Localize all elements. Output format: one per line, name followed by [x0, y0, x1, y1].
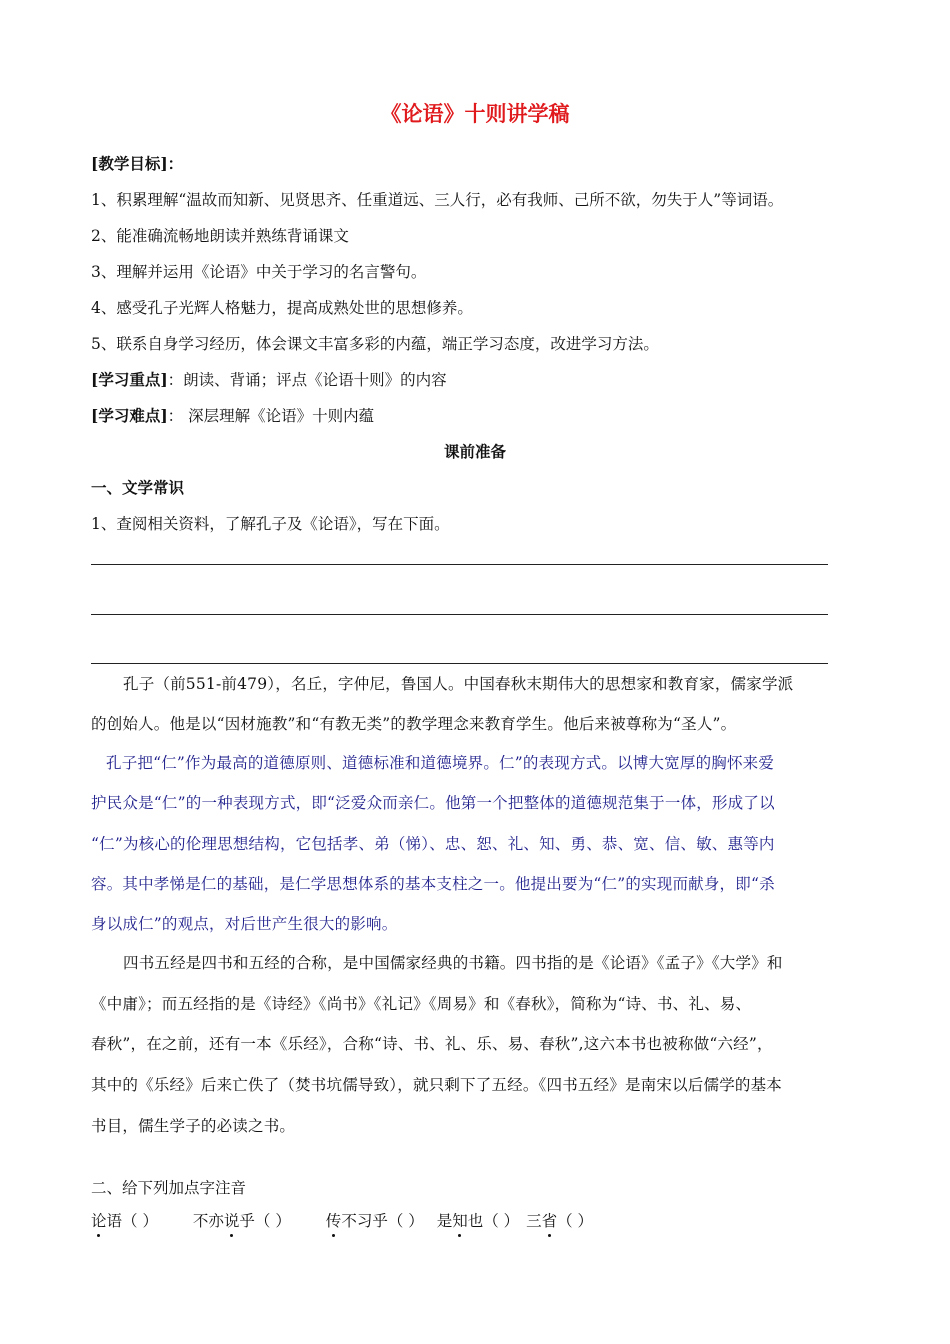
key-points-label: [学习重点]: [91, 370, 168, 389]
objectives-heading: [教学目标]：: [91, 154, 184, 173]
part1-question: 1、查阅相关资料，了解孔子及《论语》，写在下面。: [91, 515, 450, 533]
pinyin-prefix: 不亦: [192, 1212, 224, 1230]
answer-line: [91, 614, 828, 615]
key-points-text: ：朗读、背诵；评点《论语十则》的内容: [167, 371, 447, 389]
pinyin-prefix: 三: [526, 1212, 542, 1230]
dotted-char: 传: [326, 1209, 342, 1231]
paragraph-line: 《中庸》；而五经指的是《诗经》《尚书》《礼记》《周易》和《春秋》，简称为“诗、书、礼、易、: [91, 995, 752, 1013]
difficulties: [91, 404, 374, 426]
paragraph-line: “仁”为核心的伦理思想结构，它包括孝、弟（悌）、忠、恕、礼、知、勇、恭、宽、信、敏、惠等内: [91, 835, 775, 853]
paragraph-line: 身以成仁”的观点，对后世产生很大的影响。: [91, 915, 398, 933]
pinyin-item: [193, 1209, 291, 1231]
paragraph-line: 容。其中孝悌是仁的基础，是仁学思想体系的基本支柱之一。他提出要为“仁”的实现而献身，即“杀: [91, 875, 775, 893]
pinyin-suffix: （ ）: [557, 1212, 594, 1230]
pinyin-prefix: 是: [436, 1212, 453, 1230]
pinyin-item: [91, 1209, 158, 1231]
dotted-char: 说: [224, 1209, 240, 1231]
pinyin-item: [326, 1209, 424, 1231]
dotted-char: 省: [542, 1209, 558, 1231]
key-points: [91, 368, 447, 390]
pinyin-suffix: 也（ ）: [467, 1212, 520, 1230]
objective-item: 4、感受孔子光辉人格魅力，提高成熟处世的思想修养。: [91, 299, 473, 317]
paragraph-line: 孔子把“仁”作为最高的道德原则、道德标准和道德境界。仁”的表现方式。以博大宽厚的胸怀来爱: [106, 754, 775, 772]
objective-item: 2、能准确流畅地朗读并熟练背诵课文: [91, 227, 349, 245]
pinyin-suffix: 语（ ）: [106, 1212, 158, 1230]
objective-item: 3、理解并运用《论语》中关于学习的名言警句。: [91, 263, 427, 281]
dotted-char: 论: [91, 1209, 107, 1231]
paragraph-line: 春秋”，在之前，还有一本《乐经》，合称“诗、书、礼、乐、易、春秋”,这六本书也被称做“六经”，: [91, 1035, 773, 1053]
objective-item: 5、联系自身学习经历，体会课文丰富多彩的内蕴，端正学习态度，改进学习方法。: [91, 335, 659, 353]
document-title: 《论语》十则讲学稿: [380, 101, 570, 126]
paragraph-line: 护民众是“仁”的一种表现方式，即“泛爱众而亲仁。他第一个把整体的道德规范集于一体，形成了以: [91, 794, 775, 812]
dotted-char: 知: [452, 1209, 468, 1231]
difficulties-text: ： 深层理解《论语》十则内蕴: [167, 407, 375, 425]
paragraph-line: 其中的《乐经》后来亡佚了（焚书坑儒导致），就只剩下了五经。《四书五经》是南宋以后儒学的基本: [91, 1076, 783, 1094]
section-title: 课前准备: [443, 442, 506, 461]
answer-line: [91, 663, 828, 664]
paragraph-line: 书目，儒生学子的必读之书。: [91, 1117, 296, 1135]
part1-heading: 一、文学常识: [91, 478, 185, 497]
answer-line: [91, 564, 828, 565]
objective-item: 1、积累理解“温故而知新、见贤思齐、任重道远、三人行，必有我师、己所不欲，勿失于人”等词语。: [91, 191, 784, 209]
paragraph-line: 孔子（前551-前479），名丘，字仲尼，鲁国人。中国春秋末期伟大的思想家和教育家，儒家学派: [123, 675, 794, 693]
paragraph-line: 的创始人。他是以“因材施教”和“有教无类”的教学理念来教育学生。他后来被尊称为“圣人”。: [91, 715, 737, 733]
pinyin-suffix: 不习乎（ ）: [341, 1212, 424, 1230]
paragraph-line: 四书五经是四书和五经的合称，是中国儒家经典的书籍。四书指的是《论语》《孟子》《大学》和: [123, 954, 783, 972]
pinyin-item: [437, 1209, 519, 1231]
pinyin-suffix: 乎（ ）: [239, 1212, 291, 1230]
difficulties-label: [学习难点]: [91, 406, 168, 425]
pinyin-item: [526, 1209, 593, 1231]
part2-heading: 二、给下列加点字注音: [91, 1179, 247, 1197]
pinyin-row: [91, 1209, 623, 1231]
